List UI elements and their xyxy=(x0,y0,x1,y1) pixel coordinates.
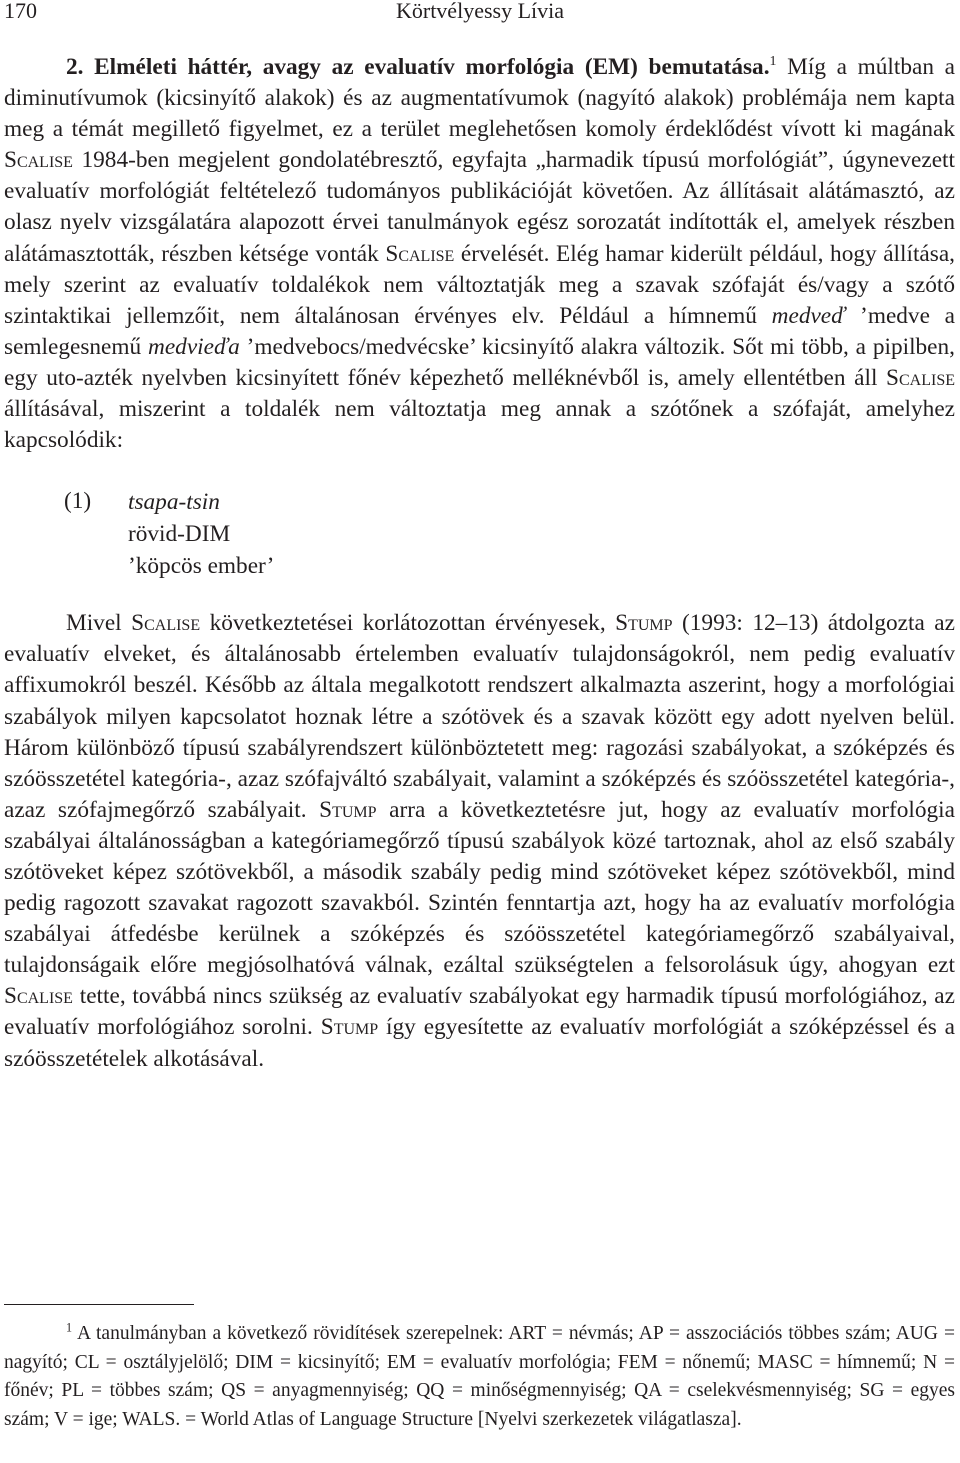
footnote-divider xyxy=(4,1304,194,1305)
author-name: Scalise xyxy=(385,240,455,267)
example-gloss: rövid-DIM xyxy=(128,521,231,548)
author-name: Scalise xyxy=(886,364,955,391)
footnote-text: A tanulmányban a következő rövidítések szerepelnek: ART = névmás; AP = asszociációs többes szám; AUG = nagyító; CL = osztályjelölő; DIM = kicsinyítő; EM = evaluatív morfológia; FEM = nőnemű; MASC = hímnemű; N = főnév; PL = többes szám; QS = anyagmennyiség; QQ = minőségmennyiség; QA = cselekvésmennyiség; SG = egyes szám; V = ige; WALS. = World Atlas of Language Structure [Nyelvi szerkezetek világatlasza]. xyxy=(4,1323,955,1430)
author-name: Stump xyxy=(320,1014,379,1041)
author-name: Stump xyxy=(615,610,673,637)
paragraph-1 xyxy=(4,52,955,456)
paragraph-text: következtetései korlátozottan érvényesek, xyxy=(200,610,616,637)
example-word: medvieďa xyxy=(148,333,240,360)
paragraph-2 xyxy=(4,608,955,1074)
section-heading: 2. Elméleti háttér, avagy az evaluatív morfológia (EM) bemutatása. xyxy=(66,54,770,80)
page-number: 170 xyxy=(4,0,37,23)
paragraph-text: arra a következtetésre jut, hogy az evaluatív morfológia szabályai általánosságban a kategóriamegőrző típusú szabályok közé tartoznak, ahol az első szabály szótöveket képez szótövekből, a második szabály pedig mind szótöveket képez szótövekből, mind pedig ragozott szavakat ragozott szavakból. Szintén fenntartja azt, hogy ha az evaluatív morfológia szabályai átfedésbe kerülnek a szóképzés és szóösszetétel kategóriamegőrző szabályaival, tulajdonságaik előre megjósolhatóvá válnak, ezáltal szükségtelen a felsorolásuk úgy, ahogyan ezt xyxy=(4,796,955,979)
paragraph-text: ’medvebocs/medvécske’ kicsinyítő alakra változik. Sőt mi több, a pipilben, egy uto-azték nyelvben kicsinyített főnév képezhető melléknévből is, amely ellentétben áll xyxy=(4,333,955,391)
running-head: Körtvélyessy Lívia xyxy=(395,0,565,23)
paragraph-text: ’medve a semlegesnemű xyxy=(4,302,955,360)
page-header xyxy=(4,0,956,28)
paragraph-text: így egyesítette az evaluatív morfológiát a szóképzéssel és a szóösszetételek alkotásával. xyxy=(4,1014,955,1072)
paragraph-text: érvelését. Elég hamar kiderült például, hogy állítása, mely szerint az evaluatív toldalékok nem változtatják meg a szavak szófaját és/vagy a szótő szintaktikai jellemzőit, nem általánosan érvényes elv. Például a hímnemű xyxy=(4,240,955,329)
example-number: (1) xyxy=(64,488,92,515)
example-word: medveď xyxy=(771,302,846,329)
linguistic-example xyxy=(4,478,955,608)
footnote-reference: 1 xyxy=(769,54,777,70)
paragraph-text: (1993: 12–13) átdolgozta az evaluatív elveket, és általánosabb értelemben evaluatív tulajdonságokról, nem pedig evaluatív affixumokról beszél. Később az általa megalkotott rendszert alkalmazta aszerint, hogy a morfológiai szabályok milyen kapcsolatot hoznak létre a szótövek és a szavak között egy adott nyelven belül. Három különböző típusú szabályrendszert különböztetett meg: ragozási szabályokat, a szóképzés és szóösszetétel kategória-, azaz szófajváltó szabályait, valamint a szóképzés és szóösszetétel kategória-, azaz szófajmegőrző szabályait. xyxy=(4,610,955,823)
example-translation: ’köpcös ember’ xyxy=(128,553,275,580)
body-text xyxy=(4,52,955,1075)
footnote xyxy=(4,1320,955,1434)
paragraph-text: tette, továbbá nincs szükség az evaluatív szabályokat egy harmadik típusú morfológiához, az evaluatív morfológiához sorolni. xyxy=(4,983,955,1041)
paragraph-text: állításával, miszerint a toldalék nem változtatja meg annak a szótőnek a szófaját, amelyhez kapcsolódik: xyxy=(4,396,955,454)
author-name: Scalise xyxy=(4,147,73,174)
example-form: tsapa-tsin xyxy=(128,489,220,516)
paragraph-text: 1984-ben megjelent gondolatébresztő, egyfajta „harmadik típusú morfológiát”, úgynevezett evaluatív morfológiát feltételező tudományos publikációját követően. Az állításait alátámasztó, az olasz nyelv vizsgálatára alapozott érvei tanulmányok egész sorozatát indították el, amelyek részben alátámasztották, részben kétsége vonták xyxy=(4,147,955,267)
paragraph-text: Míg a múltban a diminutívumok (kicsinyítő alakok) és az augmentatívumok (nagyító alakok) problémája nem kapta meg a témát megillető figyelmet, ez a terület meglehetősen komoly érdeklődést vívott ki magának xyxy=(4,54,955,143)
paragraph-text: Mivel xyxy=(66,610,132,637)
author-name: Scalise xyxy=(4,983,73,1010)
author-name: Stump xyxy=(319,796,377,823)
author-name: Scalise xyxy=(131,610,201,637)
footnote-number: 1 xyxy=(66,1320,73,1335)
